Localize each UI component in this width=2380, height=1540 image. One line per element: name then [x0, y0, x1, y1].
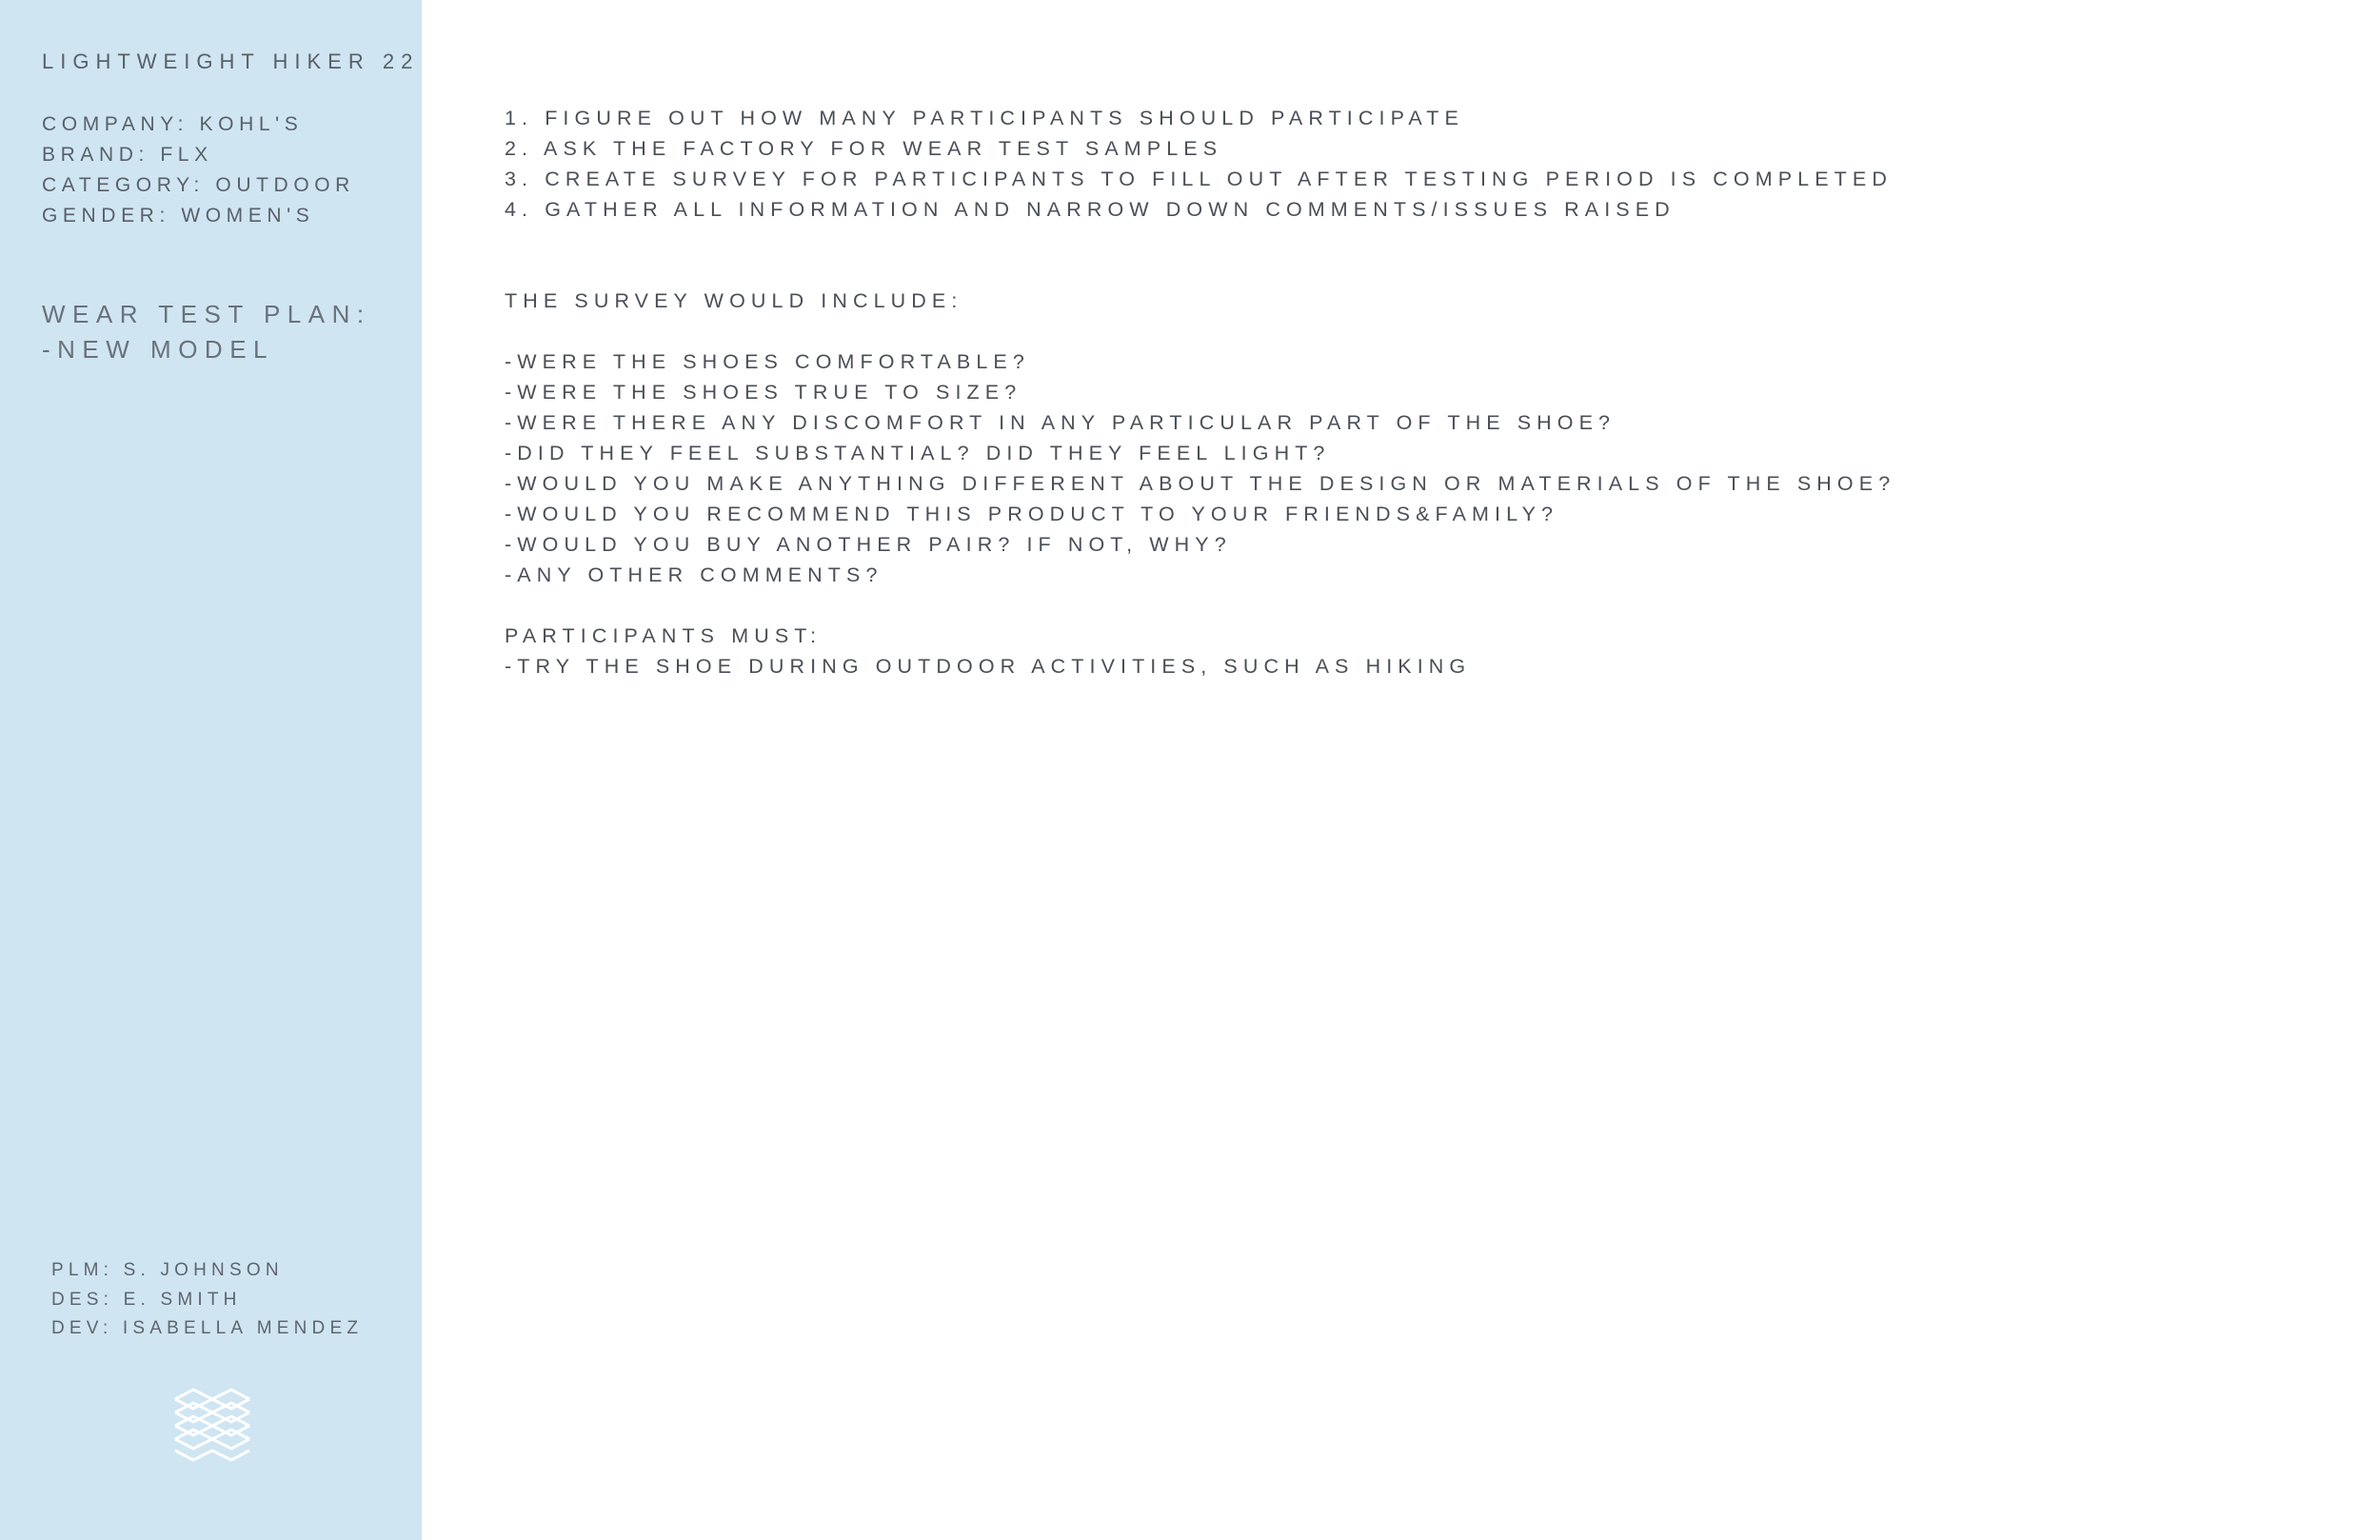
survey-question: -WERE THERE ANY DISCOMFORT IN ANY PARTICULAR PART OF THE SHOE?: [505, 411, 1616, 434]
plan-title: WEAR TEST PLAN:: [42, 300, 371, 328]
credit-designer: DES: E. SMITH: [51, 1289, 242, 1310]
plan-heading: [42, 297, 371, 367]
participant-requirement: -TRY THE SHOE DURING OUTDOOR ACTIVITIES, SUCH AS HIKING: [505, 655, 1472, 678]
survey-question: -ANY OTHER COMMENTS?: [505, 563, 883, 586]
product-title: LIGHTWEIGHT HIKER 22: [42, 49, 420, 73]
meta-brand: BRAND: FLX: [42, 144, 213, 166]
participants-heading: PARTICIPANTS MUST:: [505, 624, 823, 647]
survey-question: -WOULD YOU RECOMMEND THIS PRODUCT TO YOUR FRIENDS&FAMILY?: [505, 503, 1559, 525]
survey-question: -WERE THE SHOES TRUE TO SIZE?: [505, 381, 1022, 404]
survey-questions-list: [505, 346, 1895, 590]
survey-question: -WERE THE SHOES COMFORTABLE?: [505, 350, 1030, 373]
meta-gender: GENDER: WOMEN'S: [42, 205, 315, 227]
credit-developer: DEV: ISABELLA MENDEZ: [51, 1318, 364, 1338]
meta-company: COMPANY: KOHL'S: [42, 113, 304, 135]
credit-plm: PLM: S. JOHNSON: [51, 1260, 284, 1280]
survey-question: -WOULD YOU MAKE ANYTHING DIFFERENT ABOUT THE DESIGN OR MATERIALS OF THE SHOE?: [505, 472, 1896, 495]
lattice-logo-icon: [171, 1388, 253, 1462]
steps-list: [505, 103, 1895, 225]
step-item: 1. FIGURE OUT HOW MANY PARTICIPANTS SHOULD PARTICIPATE: [505, 107, 1464, 129]
step-item: 4. GATHER ALL INFORMATION AND NARROW DOWN COMMENTS/ISSUES RAISED: [505, 198, 1676, 221]
plan-subtitle: -NEW MODEL: [42, 335, 274, 364]
step-item: 3. CREATE SURVEY FOR PARTICIPANTS TO FILL OUT AFTER TESTING PERIOD IS COMPLETED: [505, 168, 1893, 190]
product-meta: [42, 109, 355, 231]
step-item: 2. ASK THE FACTORY FOR WEAR TEST SAMPLES: [505, 137, 1223, 160]
meta-category: CATEGORY: OUTDOOR: [42, 174, 355, 196]
survey-heading: THE SURVEY WOULD INCLUDE:: [505, 289, 963, 312]
survey-question: -WOULD YOU BUY ANOTHER PAIR? IF NOT, WHY?: [505, 533, 1232, 556]
survey-question: -DID THEY FEEL SUBSTANTIAL? DID THEY FEEL LIGHT?: [505, 442, 1331, 464]
main-content: [505, 103, 1895, 681]
team-credits: [51, 1256, 363, 1344]
sidebar: [0, 0, 422, 1540]
